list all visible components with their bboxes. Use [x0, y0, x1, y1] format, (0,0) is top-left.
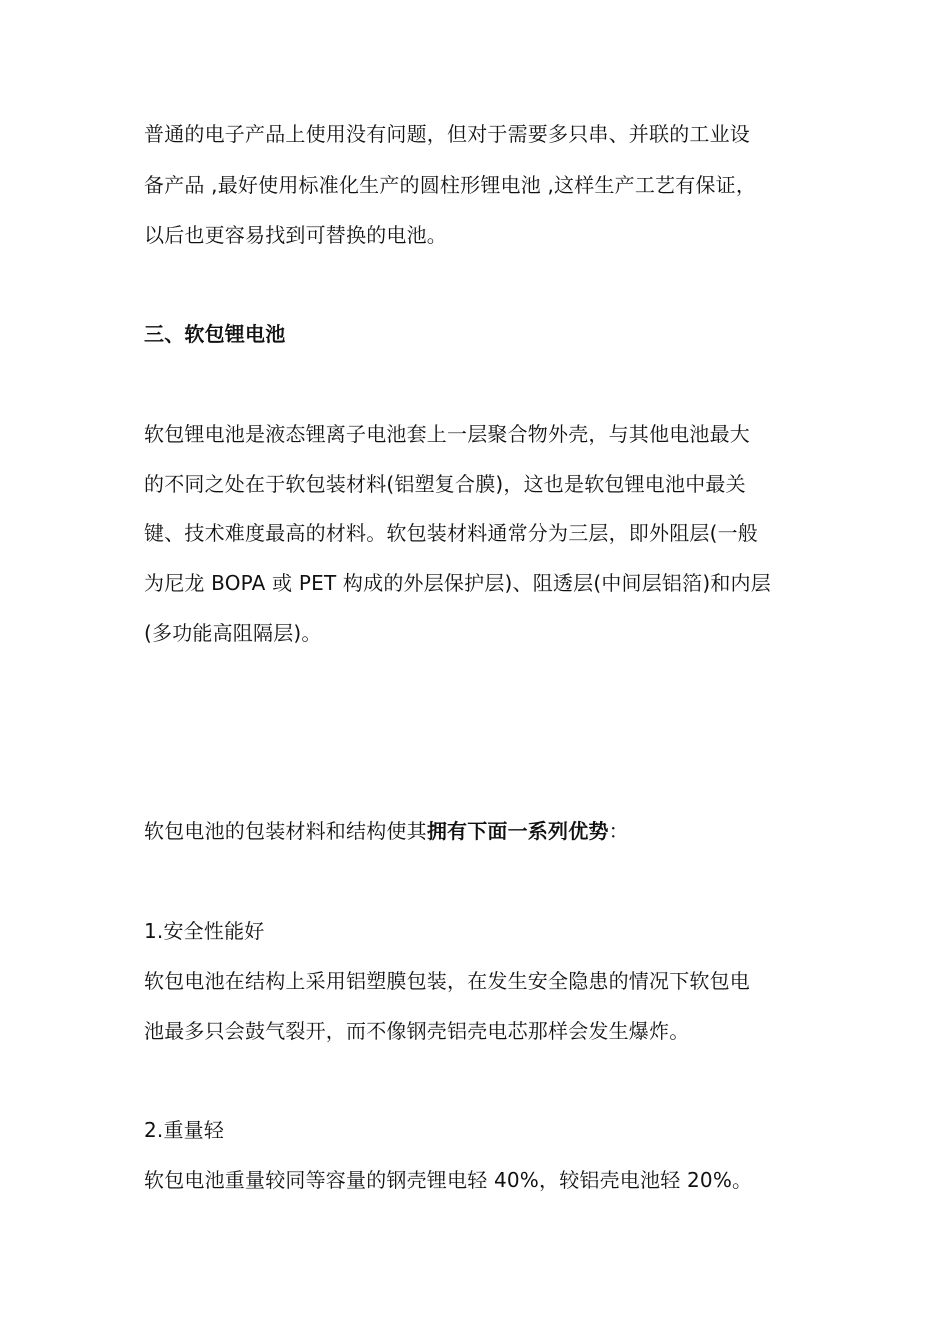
intro-line-1: 普通的电子产品上使用没有问题，但对于需要多只串、并联的工业设 — [144, 122, 750, 146]
advantages-intro-text: 软包电池的包装材料和结构使其 — [144, 819, 427, 843]
advantages-intro-emphasis: 拥有下面一系列优势 — [426, 819, 609, 843]
advantage-2-title: 2.重量轻 — [144, 1118, 225, 1142]
section-paragraph-line-3: 键、技术难度最高的材料。软包装材料通常分为三层，即外阻层(一般 — [144, 521, 759, 545]
advantages-intro — [144, 818, 814, 844]
advantages-intro-colon: ： — [608, 819, 629, 843]
section-paragraph-line-2: 的不同之处在于软包装材料(铝塑复合膜)，这也是软包锂电池中最关 — [144, 472, 746, 496]
advantage-2-line-1: 软包电池重量较同等容量的钢壳锂电轻 40%，较铝壳电池轻 20%。 — [144, 1168, 753, 1192]
section-paragraph-line-5: (多功能高阻隔层)。 — [144, 621, 322, 645]
intro-line-3: 以后也更容易找到可替换的电池。 — [144, 223, 447, 247]
advantage-1-title: 1.安全性能好 — [144, 919, 265, 943]
advantage-1-line-1: 软包电池在结构上采用铝塑膜包装，在发生安全隐患的情况下软包电 — [144, 969, 750, 993]
section-paragraph-line-4: 为尼龙 BOPA 或 PET 构成的外层保护层)、阻透层(中间层铝箔)和内层 — [144, 571, 771, 595]
section-heading: 三、软包锂电池 — [144, 322, 286, 346]
intro-line-2: 备产品 ,最好使用标准化生产的圆柱形锂电池 ,这样生产工艺有保证， — [144, 173, 757, 197]
advantage-1-line-2: 池最多只会鼓气裂开，而不像钢壳铝壳电芯那样会发生爆炸。 — [144, 1019, 690, 1043]
section-paragraph-line-1: 软包锂电池是液态锂离子电池套上一层聚合物外壳，与其他电池最大 — [144, 422, 750, 446]
